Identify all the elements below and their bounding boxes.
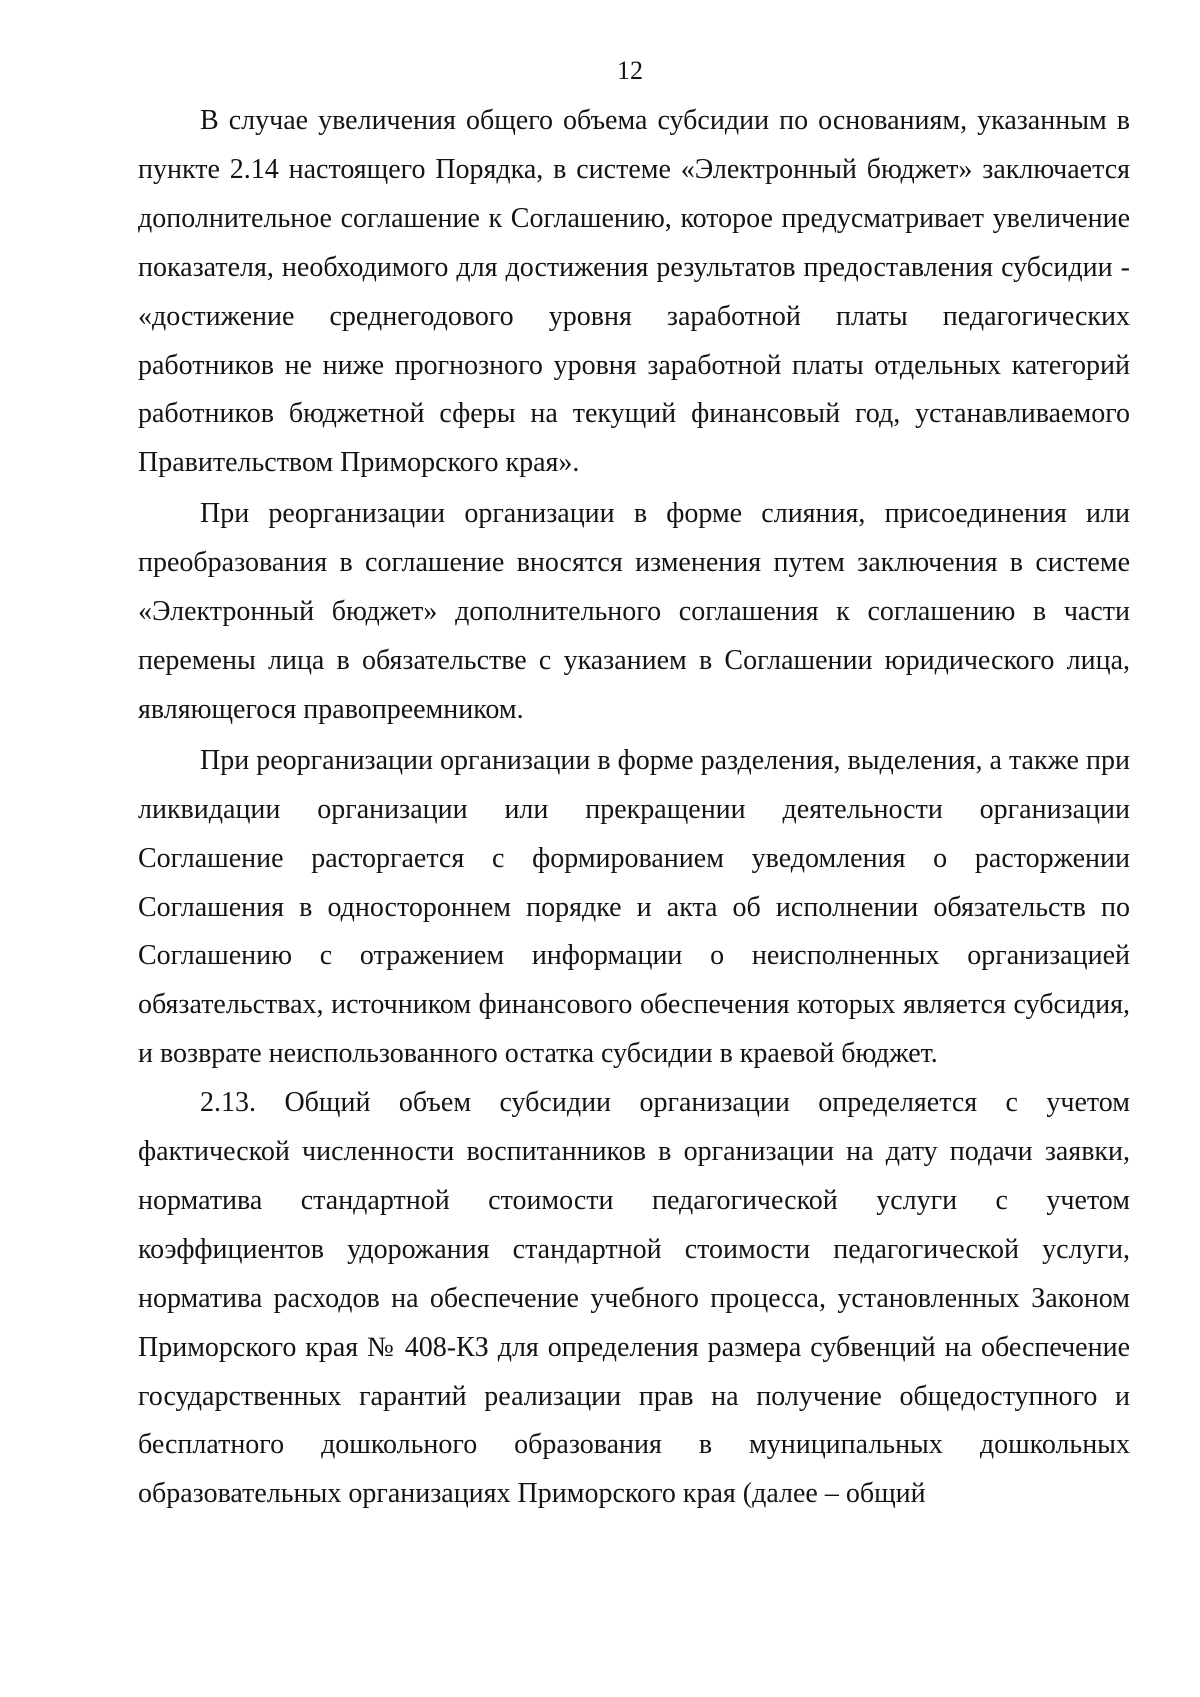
page-number: 12 [617,56,643,85]
paragraph-subsidy-increase: В случае увеличения общего объема субсидии по основаниям, указанным в пункте 2.14 настоящего Порядка, в системе «Электронный бюджет» заключается дополнительное соглашение к Соглашению, которое предусматривает увеличение показателя, необходимого для достижения результатов предоставления субсидии - «достижение среднегодового уровня заработной платы педагогических работников не ниже прогнозного уровня заработной платы отдельных категорий работников бюджетной сферы на текущий финансовый год, устанавливаемого Правительством Приморского края». [138,105,1130,479]
paragraph-reorganization-division: При реорганизации организации в форме разделения, выделения, а также при ликвидации организации или прекращении деятельности организации Соглашение расторгается с формированием уведомления о расторжении Соглашения в одностороннем порядке и акта об исполнении обязательств по Соглашению с отражением информации о неисполненных организацией обязательствах, источником финансового обеспечения которых является субсидия, и возврате неиспользованного остатка субсидии в краевой бюджет. [138,744,1130,1070]
document-body [138,97,1130,1519]
paragraph-reorganization-merger: При реорганизации организации в форме слияния, присоединения или преобразования в соглашение вносятся изменения путем заключения в системе «Электронный бюджет» дополнительного соглашения к соглашению в части перемены лица в обязательстве с указанием в Соглашении юридического лица, являющегося правопреемником. [138,498,1130,725]
paragraph-2-13-total-subsidy: 2.13. Общий объем субсидии организации определяется с учетом фактической численности воспитанников в организации на дату подачи заявки, норматива стандартной стоимости педагогической услуги с учетом коэффициентов удорожания стандартной стоимости педагогической услуги, норматива расходов на обеспечение учебного процесса, установленных Законом Приморского края № 408-КЗ для определения размера субвенций на обеспечение государственных гарантий реализации прав на получение общедоступного и бесплатного дошкольного образования в муниципальных дошкольных образовательных организациях Приморского края (далее – общий [138,1087,1130,1510]
